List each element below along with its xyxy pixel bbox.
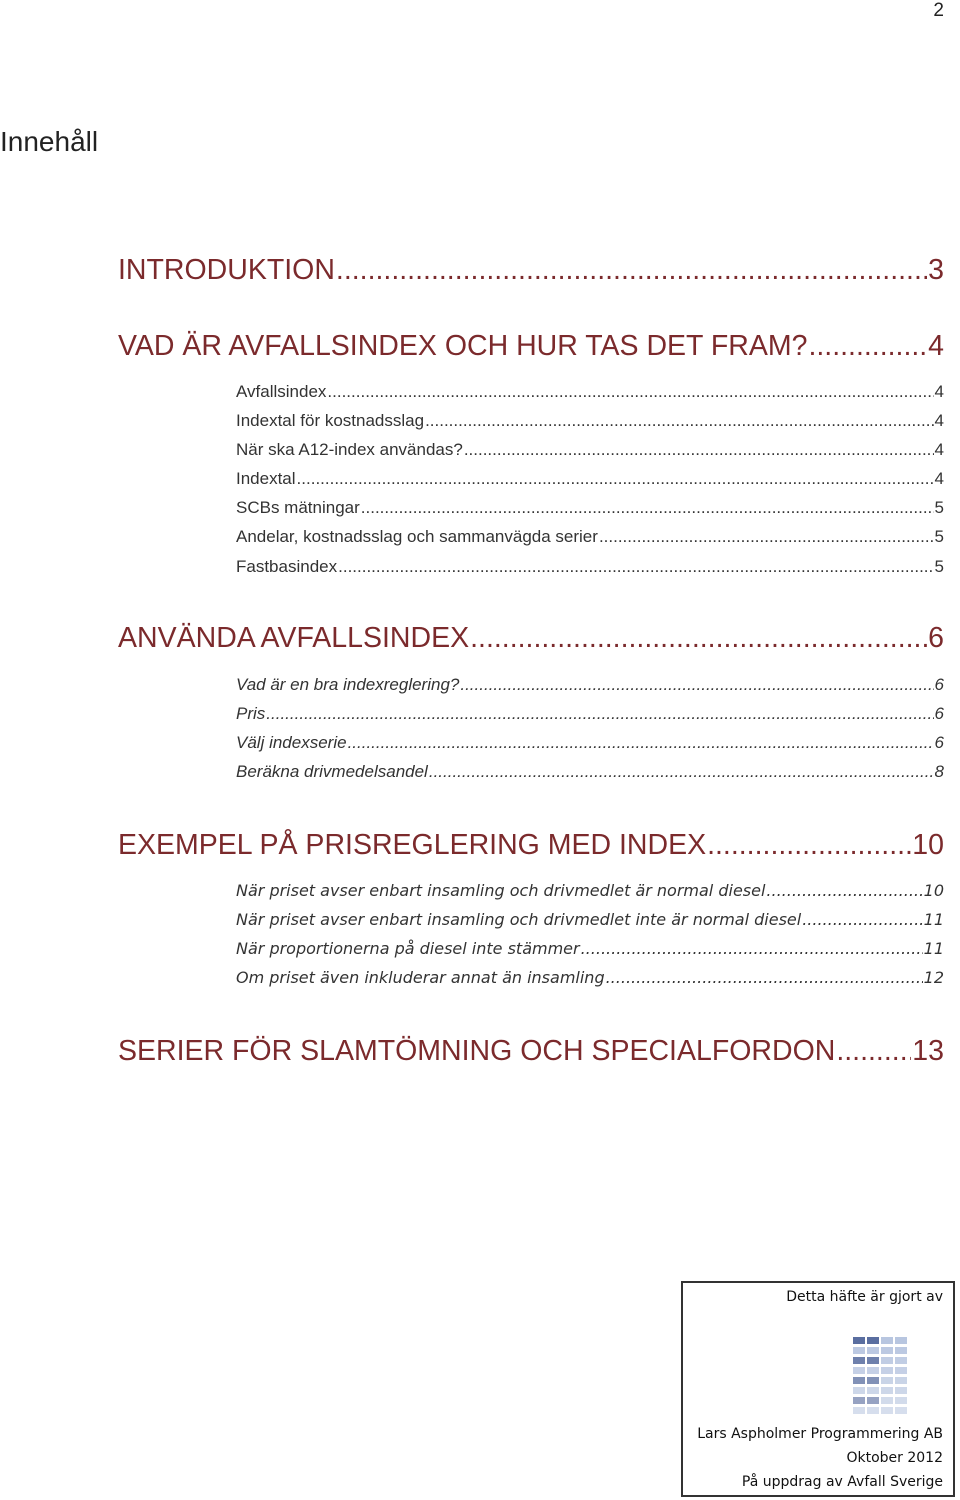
- toc-leader-dots: [266, 704, 933, 724]
- toc-entry-page: 3: [928, 254, 944, 286]
- toc-entry-label: Avfallsindex: [236, 382, 327, 401]
- toc-entry-page: 4: [934, 469, 944, 488]
- toc-leader-dots: [361, 498, 934, 518]
- logo-cell: [853, 1367, 865, 1374]
- toc-entry-inte-normal-diesel[interactable]: [236, 910, 944, 934]
- logo-cell: [867, 1347, 879, 1354]
- toc-entry-label: Fastbasindex: [236, 557, 338, 576]
- toc-entry-page: 8: [934, 762, 944, 781]
- logo-cell: [895, 1357, 907, 1364]
- toc-entry-page: 10: [912, 829, 944, 861]
- toc-entry-page: 6: [934, 675, 944, 694]
- logo-cell: [895, 1347, 907, 1354]
- toc-entry-label: SERIER FÖR SLAMTÖMNING OCH SPECIALFORDON: [118, 1035, 836, 1067]
- logo-cell: [853, 1397, 865, 1404]
- toc-leader-dots: [802, 910, 922, 929]
- toc-entry-page: 6: [928, 622, 944, 654]
- logo-cell: [853, 1407, 865, 1414]
- toc-entry-label: När ska A12-index användas?: [236, 440, 463, 459]
- toc-leader-dots: [460, 675, 933, 695]
- logo-cell: [895, 1377, 907, 1384]
- toc-leader-dots: [808, 330, 927, 363]
- logo-cell: [867, 1387, 879, 1394]
- toc-entry-page: 10: [923, 881, 944, 900]
- logo-cell: [895, 1407, 907, 1414]
- toc-entry-label: Välj indexserie: [236, 733, 347, 752]
- logo-cell: [853, 1347, 865, 1354]
- toc-leader-dots: [327, 382, 933, 402]
- toc-entry-label: Andelar, kostnadsslag och sammanvägda serier: [236, 527, 598, 546]
- toc-entry-indextal-kostnadsslag[interactable]: [236, 411, 944, 435]
- toc-leader-dots: [464, 440, 934, 460]
- credit-box: [681, 1281, 955, 1497]
- toc-leader-dots: [766, 881, 922, 900]
- toc-entry-valj-indexserie[interactable]: [236, 733, 944, 757]
- logo-cell: [895, 1387, 907, 1394]
- credit-company: Lars Aspholmer Programmering AB: [697, 1426, 943, 1442]
- toc-entry-label: Pris: [236, 704, 266, 723]
- toc-leader-dots: [606, 968, 923, 987]
- toc-leader-dots: [470, 622, 927, 655]
- toc-leader-dots: [348, 733, 934, 753]
- toc-entry-label: När proportionerna på diesel inte stämmer: [236, 939, 580, 958]
- credit-date: Oktober 2012: [846, 1450, 943, 1466]
- toc-entry-page: 6: [934, 704, 944, 723]
- toc-entry-page: 5: [934, 557, 944, 576]
- toc-leader-dots: [297, 469, 934, 489]
- logo-cell: [881, 1377, 893, 1384]
- logo-cell: [881, 1337, 893, 1344]
- toc-leader-dots: [707, 829, 911, 862]
- toc-entry-label: ANVÄNDA AVFALLSINDEX: [118, 622, 470, 654]
- toc-entry-anvanda-avfallsindex[interactable]: [118, 622, 944, 662]
- page-number: 2: [933, 0, 944, 21]
- toc-entry-annat-an-insamling[interactable]: [236, 968, 944, 992]
- logo-cell: [867, 1377, 879, 1384]
- logo-cell: [881, 1347, 893, 1354]
- toc-entry-pris[interactable]: [236, 704, 944, 728]
- logo-cell: [895, 1367, 907, 1374]
- toc-entry-page: 4: [934, 411, 944, 430]
- toc-entry-vad-ar-avfallsindex[interactable]: [118, 330, 944, 370]
- toc-leader-dots: [338, 557, 933, 577]
- toc-entry-label: När priset avser enbart insamling och drivmedlet inte är normal diesel: [236, 910, 802, 929]
- toc-leader-dots: [581, 939, 923, 958]
- toc-entry-indextal[interactable]: [236, 469, 944, 493]
- toc-entry-normal-diesel[interactable]: [236, 881, 944, 905]
- toc-entry-label: När priset avser enbart insamling och drivmedlet är normal diesel: [236, 881, 766, 900]
- toc-entry-exempel-prisreglering[interactable]: [118, 829, 944, 869]
- toc-entry-proportionerna[interactable]: [236, 939, 944, 963]
- toc-leader-dots: [429, 762, 934, 782]
- toc-entry-page: 4: [928, 330, 944, 362]
- toc-entry-label: Om priset även inkluderar annat än insamling: [236, 968, 605, 987]
- logo-cell: [867, 1397, 879, 1404]
- toc-entry-scbs-matningar[interactable]: [236, 498, 944, 522]
- toc-entry-bra-indexreglering[interactable]: [236, 675, 944, 699]
- toc-entry-label: Indextal: [236, 469, 296, 488]
- toc-entry-label: INTRODUKTION: [118, 254, 335, 286]
- logo-cell: [853, 1337, 865, 1344]
- toc-leader-dots: [836, 1035, 911, 1068]
- toc-heading: Innehåll: [0, 126, 99, 157]
- logo-cell: [853, 1387, 865, 1394]
- toc-entry-label: EXEMPEL PÅ PRISREGLERING MED INDEX: [118, 829, 707, 861]
- logo-cell: [895, 1397, 907, 1404]
- logo-cell: [867, 1367, 879, 1374]
- toc-entry-serier-slamtomning[interactable]: [118, 1035, 944, 1075]
- logo-cell: [853, 1377, 865, 1384]
- toc-entry-avfallsindex[interactable]: [236, 382, 944, 406]
- toc-entry-drivmedelsandel[interactable]: [236, 762, 944, 786]
- toc-entry-page: 5: [934, 498, 944, 517]
- toc-entry-page: 6: [934, 733, 944, 752]
- logo-cell: [895, 1337, 907, 1344]
- logo-cell: [867, 1357, 879, 1364]
- toc-entry-label: SCBs mätningar: [236, 498, 360, 517]
- credit-intro: Detta häfte är gjort av: [786, 1289, 943, 1305]
- logo-cell: [881, 1367, 893, 1374]
- toc-entry-label: Beräkna drivmedelsandel: [236, 762, 428, 781]
- toc-entry-page: 11: [923, 939, 944, 958]
- toc-entry-introduktion[interactable]: [118, 254, 944, 294]
- logo-cell: [881, 1407, 893, 1414]
- toc-entry-page: 11: [923, 910, 944, 929]
- toc-entry-page: 5: [934, 527, 944, 546]
- toc-entry-page: 4: [934, 382, 944, 401]
- toc-entry-page: 4: [934, 440, 944, 459]
- toc-entry-page: 13: [912, 1035, 944, 1067]
- toc-entry-page: 12: [923, 968, 944, 987]
- toc-leader-dots: [336, 254, 927, 287]
- logo-cell: [867, 1407, 879, 1414]
- logo-cell: [867, 1337, 879, 1344]
- toc-leader-dots: [425, 411, 933, 431]
- logo-cell: [881, 1397, 893, 1404]
- toc-entry-a12-index[interactable]: [236, 440, 944, 464]
- logo-cell: [853, 1357, 865, 1364]
- logo-cell: [881, 1357, 893, 1364]
- toc-entry-andelar[interactable]: [236, 527, 944, 551]
- toc-entry-label: Vad är en bra indexreglering?: [236, 675, 460, 694]
- toc-leader-dots: [599, 527, 934, 547]
- credit-commission: På uppdrag av Avfall Sverige: [741, 1474, 943, 1490]
- grid-logo-icon: [853, 1337, 909, 1417]
- logo-cell: [881, 1387, 893, 1394]
- toc-entry-label: Indextal för kostnadsslag: [236, 411, 425, 430]
- toc-entry-fastbasindex[interactable]: [236, 557, 944, 581]
- toc-entry-label: VAD ÄR AVFALLSINDEX OCH HUR TAS DET FRAM?: [118, 330, 808, 362]
